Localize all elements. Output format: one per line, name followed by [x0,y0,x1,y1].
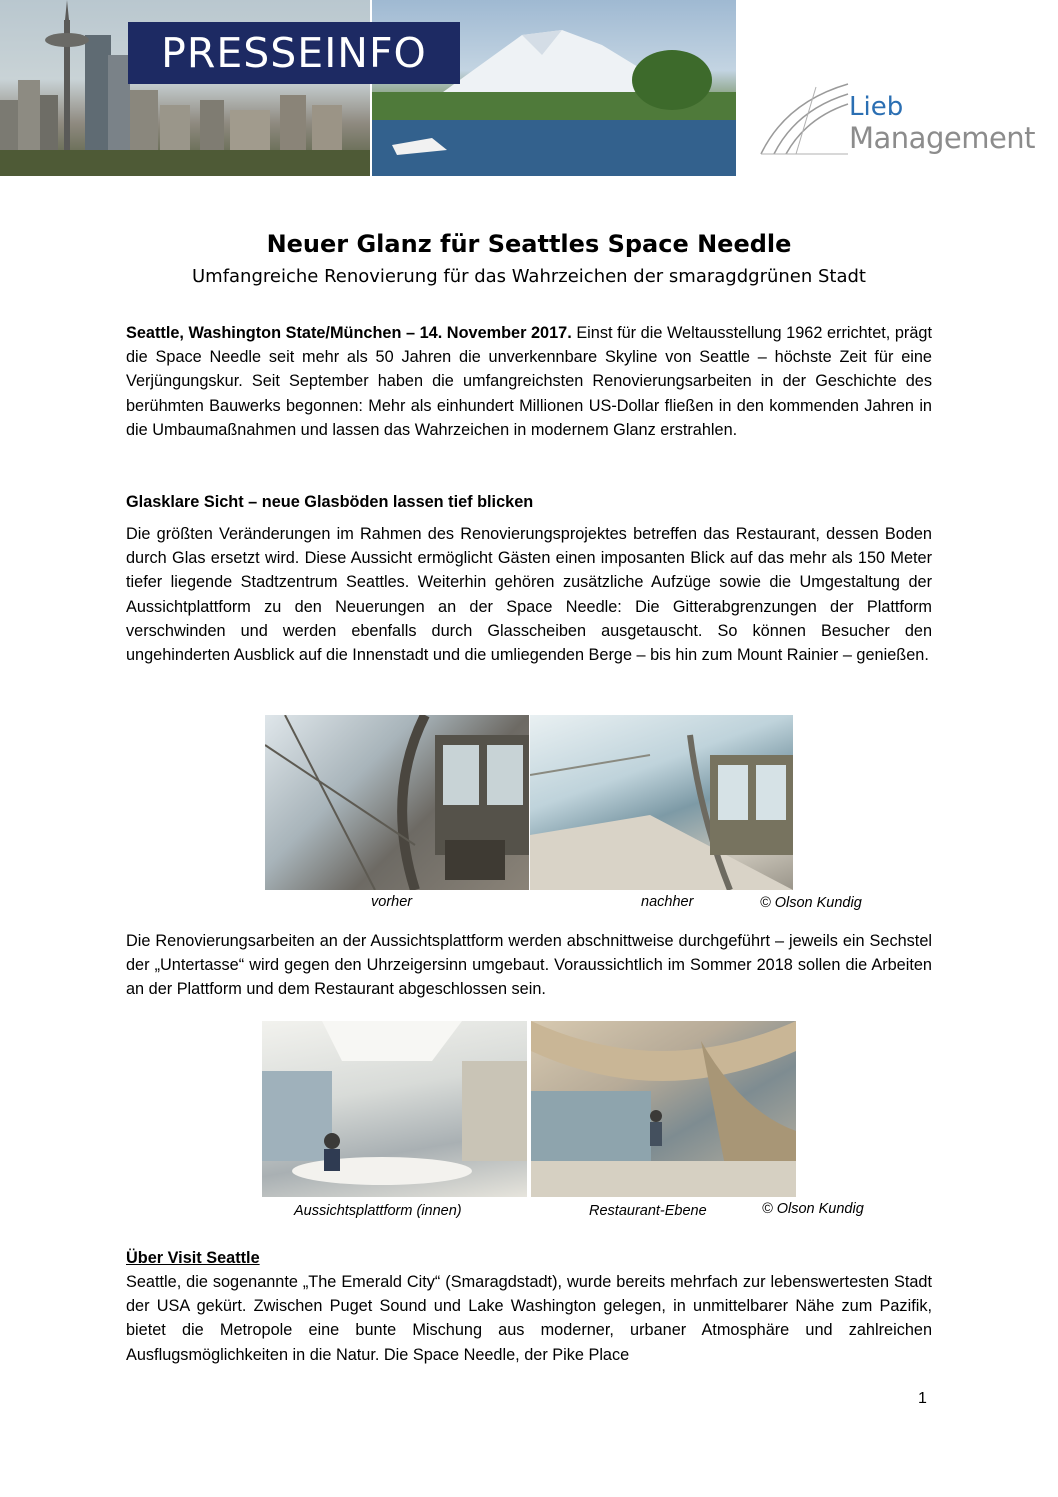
inside-illustration [262,1021,527,1197]
presseinfo-banner: PRESSEINFO [128,22,460,84]
lieb-management-logo [756,82,1056,162]
page-number: 1 [918,1390,927,1407]
section2-paragraph: Seattle, die sogenannte „The Emerald City“ (Smaragdstadt), wurde bereits mehrfach zur lebenswertesten Stadt der USA gekürt. Zwischen Puget Sound und Lake Washington gelegen, in unmittelbarer Nähe zum Pazifik, bietet die Metropole eine bunte Mischung aus moderner, urbaner Atmosphäre und zahlreichen Ausflugsmöglichkeiten in die Natur. Die Space Needle, der Pike Place [126,1273,932,1364]
section-heading-ueber-visit-seattle: Über Visit Seattle [126,1249,260,1267]
section1-paragraph: Die größten Veränderungen im Rahmen des Renovierungsprojektes betreffen das Restaurant, dessen Boden durch Glas ersetzt wird. Diese Aussicht ermöglicht Gästen einen imposanten Blick auf das mehr als 150 Meter tiefer liegende Stadtzentrum Seattles. Weiterhin gehören zusätzliche Aufzüge sowie die Umgestaltung der Aussichtplattform zu den Neuerungen an der Space Needle: Die Gitterabgrenzungen der Plattform verschwinden und werden ebenfalls durch Glasscheiben ausgetauscht. So können Besucher den ungehinderten Ausblick auf die Innenstadt und die umliegenden Berge – bis hin zum Mount Rainier – genießen. [126,525,932,665]
photo-restaurant-ebene [531,1021,796,1197]
platform-after-illustration [530,715,793,890]
page-title: Neuer Glanz für Seattles Space Needle [266,230,792,258]
photo-credit-2: © Olson Kundig [762,1201,864,1217]
caption-vorher: vorher [371,894,413,910]
intro-paragraph [126,321,932,442]
paragraph-renovierung: Die Renovierungsarbeiten an der Aussichtsplattform werden abschnittweise durchgeführt – jeweils ein Sechstel der „Untertasse“ wird gegen den Uhrzeigersinn umgebaut. Voraussichtlich im Sommer 2018 sollen die Arbeiten an der Plattform und dem Restaurant abgeschlossen sein. [126,932,932,999]
logo-arcs-icon [756,82,851,162]
page-subtitle: Umfangreiche Renovierung für das Wahrzeichen der smaragdgrünen Stadt [191,266,866,287]
logo-text-management: Management [849,121,1036,155]
logo-text-lieb: Lieb [849,92,904,122]
caption-restaurant-ebene: Restaurant-Ebene [589,1203,707,1219]
photo-aussichtsplattform-innen [262,1021,527,1197]
section-heading-glasklare-sicht: Glasklare Sicht – neue Glasböden lassen tief blicken [126,493,534,511]
caption-nachher: nachher [641,894,694,910]
platform-before-illustration [265,715,529,890]
photo-credit-1: © Olson Kundig [760,895,862,911]
photo-platform-before [265,715,529,890]
caption-aussichtsplattform-innen: Aussichtsplattform (innen) [294,1203,462,1219]
photo-platform-after [530,715,793,890]
dateline: Seattle, Washington State/München – 14. November 2017. [126,324,572,342]
intro-text: Einst für die Weltausstellung 1962 errichtet, prägt die Space Needle seit mehr als 50 Jahren die unverkennbare Skyline von Seattle – höchste Zeit für eine Verjüngungskur. Seit September haben die umfangreichsten Renovierungsarbeiten in der Geschichte des berühmten Bauwerks begonnen: Mehr als einhundert Millionen US-Dollar fließen in den kommenden Jahren in die Umbaumaßnahmen und lassen das Wahrzeichen in modernem Glanz erstrahlen. [126,324,932,439]
restaurant-illustration [531,1021,796,1197]
